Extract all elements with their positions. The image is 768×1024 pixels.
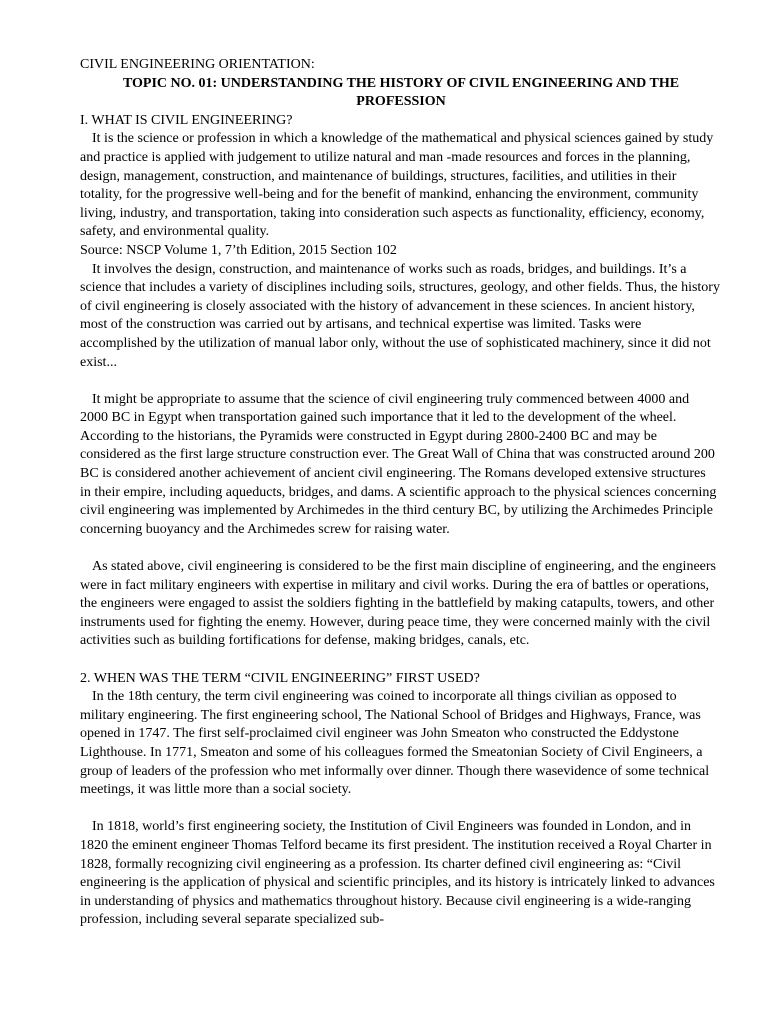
topic-title-line2: PROFESSION: [356, 94, 446, 110]
document-page: [80, 56, 720, 930]
section2-heading: 2. WHEN WAS THE TERM “CIVIL ENGINEERING” FIRST USED?: [80, 670, 480, 686]
topic-title-line1: TOPIC NO. 01: UNDERSTANDING THE HISTORY OF CIVIL ENGINEERING AND THE: [122, 75, 680, 91]
paragraph-spacer: [80, 651, 720, 670]
paragraph-spacer: [80, 800, 720, 819]
paragraph-spacer: [80, 539, 720, 558]
section1-paragraph-military: As stated above, civil engineering is considered to be the first main discipline of engineering, and the engineers were in fact military engineers with expertise in military and civil works. During the era of battles or operations, the engineers were engaged to assist the soldiers fighting in the battlefield by making catapults, towers, and other instruments used for fighting the enemy. However, during peace time, they were concerned mainly with the civil activities such as building fortifications for defense, making bridges, canals, etc.: [80, 559, 716, 649]
section1-paragraph-involves: It involves the design, construction, and maintenance of works such as roads, bridges, and buildings. It’s a science that includes a variety of disciplines including soils, structures, geology, and other fields. Thus, the history of civil engineering is closely associated with the history of advancement in these sciences. In ancient history, most of the construction was carried out by artisans, and technical expertise was limited. Tasks were accomplished by the utilization of manual labor only, without the use of sophisticated machinery, since it did not exist...: [80, 261, 720, 370]
section2-paragraph-1818: In 1818, world’s first engineering society, the Institution of Civil Engineers was founded in London, and in 1820 the eminent engineer Thomas Telford became its first president. The institution received a Royal Charter in 1828, formally recognizing civil engineering as a profession. Its charter defined civil engineering as: “Civil engineering is the application of physical and scientific principles, and its history is intricately linked to advances in understanding of physics and mathematics throughout history. Because civil engineering is a wide-ranging profession, including several separate specialized sub-: [80, 819, 715, 928]
section2-paragraph-18th-century: In the 18th century, the term civil engineering was coined to incorporate all things civilian as opposed to military engineering. The first engineering school, The National School of Bridges and Highways, France, was opened in 1747. The first self-proclaimed civil engineer was John Smeaton who constructed the Eddystone Lighthouse. In 1771, Smeaton and some of his colleagues formed the Smeatonian Society of Civil Engineers, a group of leaders of the profession who met informally over dinner. Though there wasevidence of some technical meetings, it was little more than a social society.: [80, 689, 710, 798]
paragraph-spacer: [80, 372, 720, 391]
section1-paragraph-history: It might be appropriate to assume that the science of civil engineering truly commenced between 4000 and 2000 BC in Egypt when transportation gained such importance that it led to the development of the wheel. According to the historians, the Pyramids were constructed in Egypt during 2800-2400 BC and may be considered as the first large structure construction ever. The Great Wall of China that was constructed around 200 BC is considered another achievement of ancient civil engineering. The Romans developed extensive structures in their empire, including aqueducts, bridges, and dams. A scientific approach to the physical sciences concerning civil engineering was implemented by Archimedes in the third century BC, by utilizing the Archimedes Principle concerning buoyancy and the Archimedes screw for raising water.: [80, 391, 717, 537]
section1-paragraph-definition: It is the science or profession in which a knowledge of the mathematical and physical sciences gained by study and practice is applied with judgement to utilize natural and man -made resources and forces in the planning, design, management, construction, and maintenance of buildings, structures, facilities, and utilities in their totality, for the progressive well-being and for the benefit of mankind, enhancing the environment, community living, industry, and transportation, taking into consideration such aspects as functionality, efficiency, economy, safety, and environmental quality.: [80, 131, 714, 240]
section1-heading: I. WHAT IS CIVIL ENGINEERING?: [80, 112, 293, 128]
source-citation: Source: NSCP Volume 1, 7’th Edition, 2015 Section 102: [80, 242, 397, 258]
orientation-label: CIVIL ENGINEERING ORIENTATION:: [80, 57, 315, 72]
